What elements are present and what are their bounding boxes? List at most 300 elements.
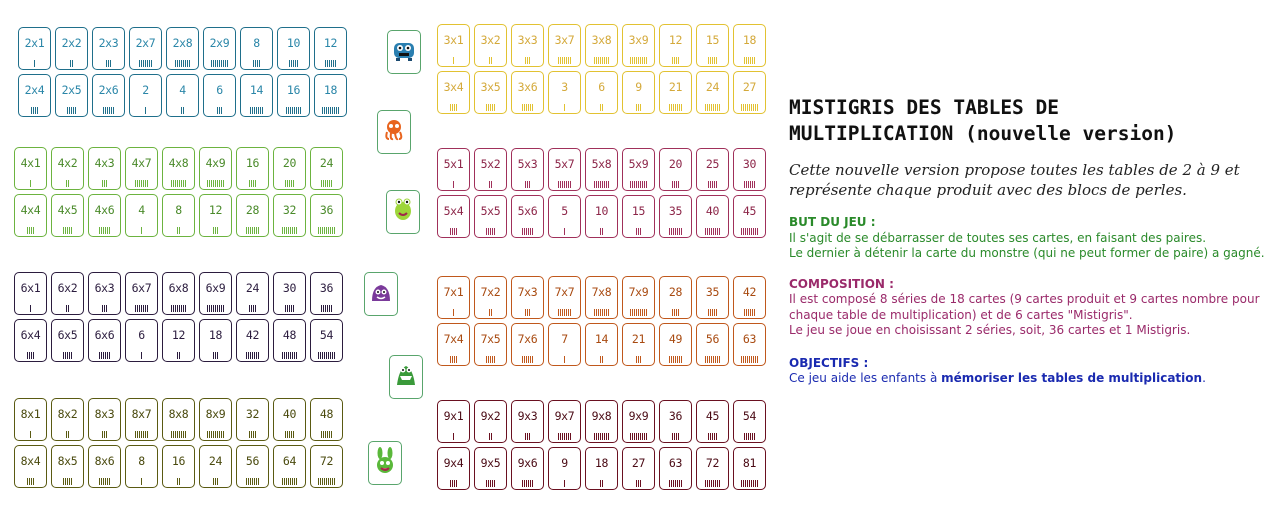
bead-bar (296, 107, 297, 114)
bead-bar (147, 305, 148, 312)
card-3x5 (474, 71, 507, 114)
bead-bar (638, 228, 639, 235)
bead-bar (596, 181, 597, 188)
card-10 (277, 27, 310, 70)
bead-bar (34, 60, 35, 67)
bead-bar (454, 480, 455, 487)
card-36 (659, 400, 692, 443)
bead-bar (335, 60, 336, 67)
card-label: 21 (668, 80, 683, 94)
purple-monster-icon (368, 279, 394, 309)
bead-bar (750, 433, 751, 440)
bead-bar (491, 181, 492, 188)
bead-bar (323, 180, 324, 187)
bead-bar (741, 228, 742, 235)
bead-blocks (708, 308, 717, 316)
bead-bar (490, 356, 491, 363)
bead-bar (602, 480, 603, 487)
bead-bar (179, 60, 180, 67)
bead-bar (717, 356, 718, 363)
intro-text: Cette nouvelle version propose toutes les tables de 2 à 9 et représente chaque produit avec des blocs de perles. (789, 161, 1240, 199)
bead-blocks (630, 432, 647, 440)
bead-bar (529, 57, 530, 64)
card-8 (162, 194, 195, 237)
bead-bar (249, 180, 250, 187)
bead-bar (330, 352, 331, 359)
bead-bar (489, 181, 490, 188)
bead-blocks (741, 227, 758, 235)
bead-bar (636, 309, 637, 316)
card-label: 3x9 (628, 33, 649, 47)
card-label: 5x5 (480, 204, 501, 218)
bead-bar (215, 478, 216, 485)
bead-bar (103, 352, 104, 359)
bead-bar (71, 227, 72, 234)
bead-bar (634, 433, 635, 440)
bead-blocks (705, 479, 720, 487)
bead-bar (681, 104, 682, 111)
card-48 (273, 319, 306, 362)
bead-bar (294, 227, 295, 234)
bead-bar (525, 57, 526, 64)
bead-bar (179, 431, 180, 438)
card-label: 6x2 (57, 281, 78, 295)
card-40 (696, 195, 729, 238)
card-4 (125, 194, 158, 237)
bead-bar (450, 228, 451, 235)
bead-bar (252, 478, 253, 485)
bead-bar (211, 431, 212, 438)
bead-bar (295, 60, 296, 67)
bead-bar (135, 305, 136, 312)
bead-bar (489, 433, 490, 440)
bead-bar (213, 305, 214, 312)
card-label: 21 (631, 332, 646, 346)
bead-bar (638, 433, 639, 440)
bead-blocks (489, 308, 492, 316)
card-35 (696, 276, 729, 319)
bead-bar (608, 433, 609, 440)
bead-bar (292, 478, 293, 485)
bead-bar (248, 352, 249, 359)
bead-bar (669, 480, 670, 487)
bead-blocks (672, 56, 679, 64)
bead-bar (676, 309, 677, 316)
bead-bar (711, 228, 712, 235)
table-5-cards (437, 148, 770, 242)
bead-blocks (453, 308, 454, 316)
bead-blocks (741, 355, 758, 363)
card-5x1 (437, 148, 470, 191)
bead-bar (751, 228, 752, 235)
bead-bar (711, 104, 712, 111)
bead-bar (329, 305, 330, 312)
bead-bar (632, 181, 633, 188)
card-54 (733, 400, 766, 443)
bead-bar (106, 180, 107, 187)
bead-bar (31, 352, 32, 359)
bead-bar (749, 228, 750, 235)
bead-bar (322, 227, 323, 234)
card-18 (585, 447, 618, 490)
bead-blocks (246, 226, 259, 234)
bead-bar (745, 104, 746, 111)
card-6x4 (14, 319, 47, 362)
bead-bar (181, 431, 182, 438)
bead-bar (215, 60, 216, 67)
bead-bar (330, 478, 331, 485)
bead-bar (719, 228, 720, 235)
card-label: 8x4 (20, 454, 41, 468)
card-label: 25 (705, 157, 720, 171)
card-label: 42 (245, 328, 260, 342)
bead-bar (564, 181, 565, 188)
bead-bar (564, 104, 565, 111)
bead-bar (674, 181, 675, 188)
bead-blocks (30, 179, 31, 187)
bead-bar (598, 309, 599, 316)
bead-bar (530, 104, 531, 111)
bead-bar (179, 478, 180, 485)
bead-bar (530, 356, 531, 363)
bead-bar (289, 305, 290, 312)
bead-bar (145, 305, 146, 312)
bead-bar (189, 60, 190, 67)
bead-bar (211, 60, 212, 67)
bead-bar (294, 352, 295, 359)
bead-bar (293, 431, 294, 438)
bead-bar (135, 180, 136, 187)
bead-blocks (486, 103, 495, 111)
bead-bar (68, 305, 69, 312)
bead-bar (570, 181, 571, 188)
card-24 (696, 71, 729, 114)
card-7x5 (474, 323, 507, 366)
bead-bar (326, 227, 327, 234)
card-7x3 (511, 276, 544, 319)
bead-bar (75, 107, 76, 114)
card-label: 3x7 (554, 33, 575, 47)
bead-bar (636, 480, 637, 487)
card-label: 2x9 (209, 36, 230, 50)
bead-bar (66, 180, 67, 187)
bead-bar (252, 107, 253, 114)
bead-bar (450, 480, 451, 487)
card-label: 4x4 (20, 203, 41, 217)
bead-bar (486, 228, 487, 235)
bead-bar (752, 309, 753, 316)
card-4x6 (88, 194, 121, 237)
bead-blocks (708, 56, 717, 64)
bead-blocks (171, 179, 186, 187)
bead-bar (532, 104, 533, 111)
bead-bar (714, 57, 715, 64)
bead-bar (671, 228, 672, 235)
bead-bar (527, 433, 528, 440)
bead-bar (213, 180, 214, 187)
bead-bar (185, 431, 186, 438)
card-row (18, 27, 351, 74)
bead-bar (602, 309, 603, 316)
bead-blocks (285, 430, 294, 438)
bead-bar (109, 227, 110, 234)
bead-blocks (322, 106, 339, 114)
bead-bar (173, 431, 174, 438)
card-5x2 (474, 148, 507, 191)
card-2 (129, 74, 162, 117)
bead-bar (454, 356, 455, 363)
bead-bar (288, 107, 289, 114)
bead-bar (323, 431, 324, 438)
bead-blocks (181, 106, 184, 114)
card-label: 6x4 (20, 328, 41, 342)
card-label: 3x3 (517, 33, 538, 47)
bead-bar (669, 356, 670, 363)
card-label: 4x1 (20, 156, 41, 170)
bead-bar (562, 57, 563, 64)
bead-bar (669, 104, 670, 111)
bead-blocks (525, 56, 530, 64)
card-4x1 (14, 147, 47, 190)
bead-bar (321, 431, 322, 438)
bead-bar (638, 104, 639, 111)
bead-bar (289, 431, 290, 438)
card-label: 4x7 (131, 156, 152, 170)
card-6x7 (125, 272, 158, 315)
card-15 (622, 195, 655, 238)
bead-blocks (669, 355, 682, 363)
bead-bar (149, 60, 150, 67)
bead-bar (65, 352, 66, 359)
bead-bar (27, 352, 28, 359)
card-3x7 (548, 24, 581, 67)
bead-bar (743, 356, 744, 363)
card-label: 32 (245, 407, 260, 421)
card-8x7 (125, 398, 158, 441)
bead-bar (207, 305, 208, 312)
card-16 (277, 74, 310, 117)
bead-bar (708, 309, 709, 316)
bead-bar (748, 57, 749, 64)
bead-bar (334, 352, 335, 359)
card-2x9 (203, 27, 236, 70)
bead-bar (524, 356, 525, 363)
table-8-cards (14, 398, 347, 492)
card-label: 6x3 (94, 281, 115, 295)
composition-text-2: Le jeu se joue en choisissant 2 séries, soit, 36 cartes et 1 Mistigris. (789, 323, 1191, 337)
bead-bar (141, 352, 142, 359)
bead-blocks (558, 180, 571, 188)
bead-bar (454, 228, 455, 235)
bead-bar (707, 480, 708, 487)
bead-bar (752, 57, 753, 64)
bead-bar (31, 107, 32, 114)
bead-bar (677, 228, 678, 235)
bead-blocks (217, 106, 222, 114)
bead-bar (525, 309, 526, 316)
card-8x4 (14, 445, 47, 488)
bead-bar (139, 431, 140, 438)
card-label: 20 (668, 157, 683, 171)
bead-bar (453, 57, 454, 64)
bead-bar (715, 480, 716, 487)
bead-bar (173, 180, 174, 187)
bead-bar (494, 228, 495, 235)
bead-bar (709, 480, 710, 487)
card-7x2 (474, 276, 507, 319)
bead-bar (748, 433, 749, 440)
bead-bar (524, 480, 525, 487)
bead-bar (636, 104, 637, 111)
bead-blocks (600, 479, 603, 487)
card-8 (240, 27, 273, 70)
bead-blocks (525, 180, 530, 188)
bead-bar (137, 431, 138, 438)
bead-blocks (177, 226, 180, 234)
bead-bar (675, 104, 676, 111)
bead-bar (217, 352, 218, 359)
bead-blocks (207, 430, 224, 438)
bead-bar (67, 478, 68, 485)
card-label: 2x8 (172, 36, 193, 50)
bead-bar (33, 478, 34, 485)
bead-bar (671, 104, 672, 111)
card-28 (236, 194, 269, 237)
card-label: 9x4 (443, 456, 464, 470)
card-label: 9x8 (591, 409, 612, 423)
bead-bar (564, 57, 565, 64)
card-48 (310, 398, 343, 441)
card-label: 6x5 (57, 328, 78, 342)
card-label: 3x1 (443, 33, 464, 47)
card-label: 8 (138, 454, 145, 468)
card-label: 6x9 (205, 281, 226, 295)
green-rabbit-monster-icon (372, 446, 398, 480)
bead-bar (145, 431, 146, 438)
bead-bar (755, 356, 756, 363)
card-16 (162, 445, 195, 488)
card-label: 28 (668, 285, 683, 299)
card-label: 9x6 (517, 456, 538, 470)
bead-bar (632, 433, 633, 440)
bead-bar (253, 60, 254, 67)
bead-blocks (486, 227, 495, 235)
bead-blocks (289, 59, 298, 67)
bead-bar (646, 57, 647, 64)
bead-blocks (453, 432, 454, 440)
bead-bar (63, 478, 64, 485)
bead-bar (754, 181, 755, 188)
bead-bar (101, 352, 102, 359)
bead-bar (746, 57, 747, 64)
bead-bar (719, 356, 720, 363)
bead-bar (755, 480, 756, 487)
bead-bar (246, 478, 247, 485)
bead-blocks (741, 479, 758, 487)
bead-bar (251, 305, 252, 312)
bead-bar (258, 227, 259, 234)
card-label: 14 (594, 332, 609, 346)
card-label: 7x1 (443, 285, 464, 299)
bead-bar (137, 180, 138, 187)
card-label: 27 (742, 80, 757, 94)
bead-bar (258, 107, 259, 114)
title-line-2: MULTIPLICATION (nouvelle version) (789, 122, 1177, 145)
bead-bar (73, 107, 74, 114)
bead-bar (630, 57, 631, 64)
bead-blocks (600, 103, 603, 111)
bead-bar (745, 356, 746, 363)
bead-blocks (246, 477, 259, 485)
card-4x9 (199, 147, 232, 190)
bead-bar (716, 433, 717, 440)
bead-blocks (135, 430, 148, 438)
card-label: 81 (742, 456, 757, 470)
bead-bar (753, 480, 754, 487)
bead-bar (145, 107, 146, 114)
bead-bar (673, 480, 674, 487)
bead-bar (248, 227, 249, 234)
bead-bar (716, 181, 717, 188)
bead-bar (749, 104, 750, 111)
card-72 (696, 447, 729, 490)
bead-bar (105, 227, 106, 234)
bead-bar (215, 352, 216, 359)
bead-bar (757, 104, 758, 111)
bead-bar (332, 478, 333, 485)
bead-bar (102, 180, 103, 187)
card-9x2 (474, 400, 507, 443)
card-label: 7x5 (480, 332, 501, 346)
bead-blocks (135, 179, 148, 187)
bead-bar (113, 107, 114, 114)
bead-bar (450, 104, 451, 111)
card-label: 36 (319, 281, 334, 295)
bead-bar (492, 228, 493, 235)
bead-bar (66, 305, 67, 312)
card-label: 2x6 (98, 83, 119, 97)
bead-bar (175, 305, 176, 312)
card-label: 9x5 (480, 456, 501, 470)
bead-bar (65, 227, 66, 234)
bead-bar (606, 57, 607, 64)
bead-bar (213, 431, 214, 438)
card-label: 7x7 (554, 285, 575, 299)
bead-bar (324, 227, 325, 234)
bead-bar (139, 60, 140, 67)
bead-bar (29, 227, 30, 234)
table-9-cards (437, 400, 770, 494)
bead-bar (290, 227, 291, 234)
card-label: 36 (319, 203, 334, 217)
card-label: 7x4 (443, 332, 464, 346)
bead-bar (640, 356, 641, 363)
card-row (14, 398, 347, 445)
bead-bar (107, 478, 108, 485)
bead-bar (217, 180, 218, 187)
card-2x6 (92, 74, 125, 117)
bead-bar (606, 309, 607, 316)
bead-bar (747, 480, 748, 487)
card-label: 12 (171, 328, 186, 342)
bead-blocks (102, 304, 107, 312)
bead-bar (107, 227, 108, 234)
bead-bar (530, 228, 531, 235)
card-label: 63 (742, 332, 757, 346)
bead-bar (287, 431, 288, 438)
bead-bar (708, 181, 709, 188)
card-label: 72 (705, 456, 720, 470)
